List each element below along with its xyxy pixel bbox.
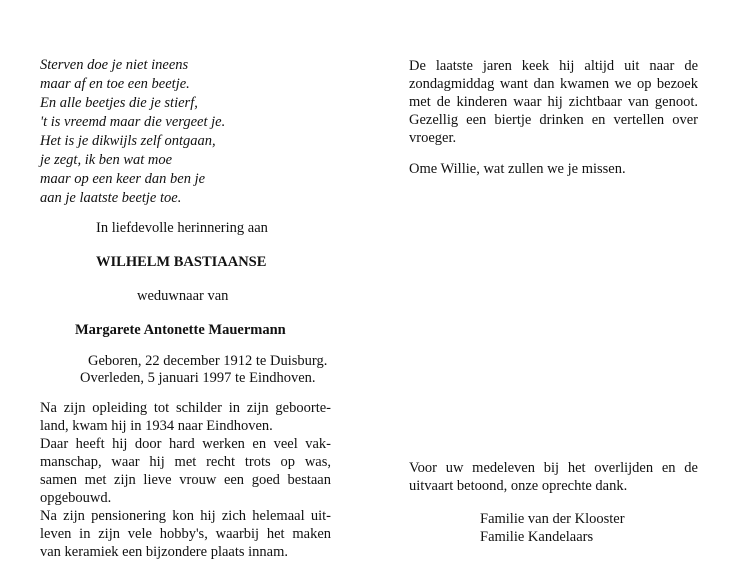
bio-line-8: leven in zijn vele hobby's, waarbij het maken (40, 526, 331, 542)
born-line: Geboren, 22 december 1912 te Duisburg. (88, 353, 328, 369)
poem-line-5: Het is je dikwijls zelf ontgaan, (40, 133, 216, 149)
poem-line-4: 't is vreemd maar die vergeet je. (40, 114, 226, 130)
poem-line-6: je zegt, ik ben wat moe (40, 152, 173, 168)
thanks-line-2: uitvaart betoond, onze oprechte dank. (409, 478, 628, 494)
bio-line-5: samen met zijn lieve vrouw een goed bestaan (40, 472, 331, 488)
ome-willie-line: Ome Willie, wat zullen we je missen. (409, 161, 626, 177)
poem-line-8: aan je laatste beetje toe. (40, 190, 182, 206)
deceased-name: WILHELM BASTIAANSE (96, 254, 267, 270)
right-para-line-1: De laatste jaren keek hij altijd uit naar de (409, 58, 698, 74)
poem-line-2: maar af en toe een beetje. (40, 76, 190, 92)
bio-line-9: van keramiek een bijzondere plaats innam. (40, 544, 289, 560)
bio-line-7: Na zijn pensionering kon hij zich helemaal uit- (40, 508, 331, 524)
died-line: Overleden, 5 januari 1997 te Eindhoven. (80, 370, 316, 386)
bio-line-2: land, kwam hij in 1934 naar Eindhoven. (40, 418, 273, 434)
thanks-line-1: Voor uw medeleven bij het overlijden en de (409, 460, 698, 476)
poem-line-3: En alle beetjes die je stierf, (40, 95, 198, 111)
poem-line-7: maar op een keer dan ben je (40, 171, 206, 187)
poem-line-1: Sterven doe je niet ineens (40, 57, 189, 73)
bio-line-4: manschap, waar hij met recht trots op was, (40, 454, 331, 470)
bio-line-1: Na zijn opleiding tot schilder in zijn geboorte- (40, 400, 331, 416)
in-memory-line: In liefdevolle herinnering aan (96, 220, 268, 236)
family-line-1: Familie van der Klooster (480, 511, 625, 527)
widower-of-line: weduwnaar van (137, 288, 229, 304)
spouse-name: Margarete Antonette Mauermann (75, 322, 286, 338)
right-para-line-2: zondagmiddag want dan kwamen we op bezoek (409, 76, 698, 92)
right-para-line-4: Gezellig een biertje drinken en vertellen over (409, 112, 698, 128)
right-para-line-3: met de kinderen waar hij zichtbaar van genoot. (409, 94, 698, 110)
family-line-2: Familie Kandelaars (480, 529, 594, 545)
bio-line-6: opgebouwd. (40, 490, 112, 506)
right-para-line-5: vroeger. (409, 130, 457, 146)
bio-line-3: Daar heeft hij door hard werken en veel vak- (40, 436, 331, 452)
